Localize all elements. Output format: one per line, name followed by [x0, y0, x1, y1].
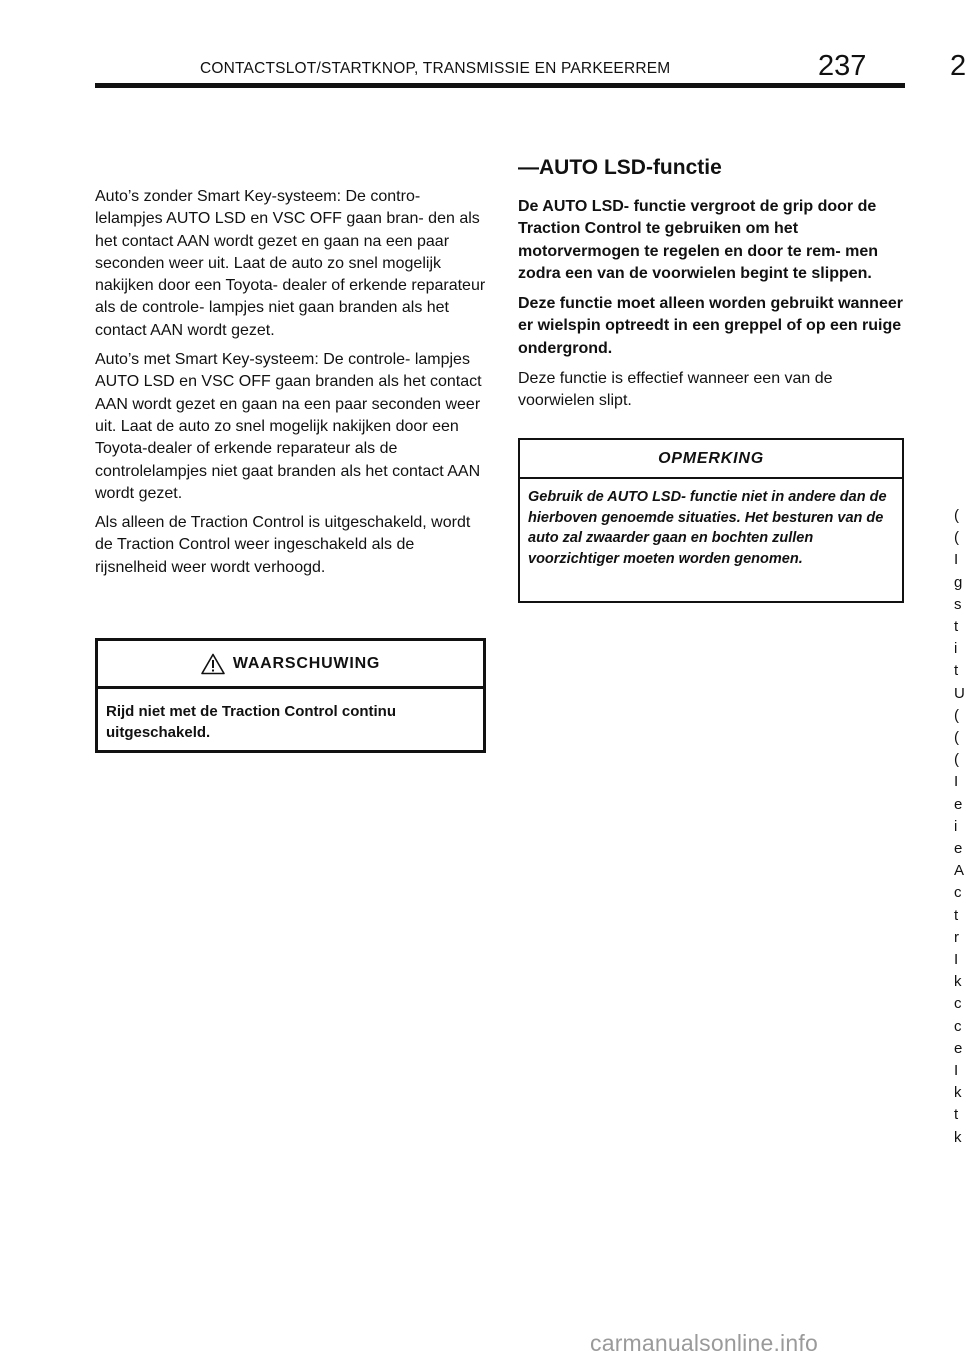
- edge-letter: k: [954, 1084, 962, 1102]
- edge-page-mark: 2: [950, 50, 966, 82]
- header-title: CONTACTSLOT/STARTKNOP, TRANSMISSIE EN PARKEERREM: [200, 60, 671, 77]
- edge-letter: I: [954, 551, 959, 569]
- paragraph-smart-key: Auto’s met Smart Key‑systeem: De controle‑ lampjes AUTO LSD en VSC OFF gaan branden als het contact AAN wordt gezet en gaan na een paar seconden weer uit. Laat de auto zo snel mogelijk nakijken door een Toyota‑dealer of erkende reparateur als de controlelampjes niet gaat branden als het contact AAN wordt gezet.: [95, 351, 482, 502]
- edge-letter: r: [954, 928, 959, 946]
- paragraph-effectiveness: Deze functie is effectief wanneer een van de voorwielen slipt.: [518, 370, 833, 410]
- bold-paragraph-usage: Deze functie moet alleen worden gebruikt wanneer er wielspin optreedt in een greppel of op een ruige ondergrond.: [518, 295, 903, 357]
- section-heading-auto-lsd: —AUTO LSD‑functie: [518, 156, 722, 179]
- left-column: [95, 186, 490, 586]
- right-column: [518, 150, 905, 420]
- edge-letter: (: [954, 729, 959, 747]
- edge-letter: e: [954, 795, 963, 813]
- edge-letter: (: [954, 529, 959, 547]
- edge-letter: i: [954, 640, 958, 658]
- edge-letter: c: [954, 884, 962, 902]
- edge-letter: I: [954, 951, 959, 969]
- edge-letter: A: [954, 862, 965, 880]
- edge-letter: t: [954, 906, 959, 924]
- edge-letter: g: [954, 573, 963, 591]
- edge-letter: t: [954, 662, 959, 680]
- edge-letter: I: [954, 773, 959, 791]
- note-body: Gebruik de AUTO LSD‑ functie niet in andere dan de hierboven genoemde situaties. Het besturen van de auto zal zwaarder gaan en bochten zullen voorzichtiger moeten worden genomen.: [528, 489, 887, 567]
- warning-box: [95, 638, 486, 753]
- edge-letter: k: [954, 973, 962, 991]
- bold-paragraph-auto-lsd-description: De AUTO LSD‑ functie vergroot de grip door de Traction Control te gebruiken om het motorvermogen te regelen en door te rem‑ men zodra een van de voorwielen begint te slippen.: [518, 198, 879, 282]
- edge-letter: e: [954, 1039, 963, 1057]
- note-box: [518, 438, 904, 603]
- edge-letter: c: [954, 1017, 962, 1035]
- warning-title: WAARSCHUWING: [232, 654, 381, 672]
- watermark-text: carmanualsonline.info: [590, 1330, 818, 1356]
- header-rule: [95, 83, 905, 88]
- edge-letter: (: [954, 706, 959, 724]
- edge-letter: c: [954, 995, 962, 1013]
- edge-letter: s: [954, 595, 962, 613]
- edge-letter: U: [954, 684, 965, 702]
- paragraph-no-smart-key: Auto’s zonder Smart Key‑systeem: De contro‑ lelampjes AUTO LSD en VSC OFF gaan bran‑ den als het contact AAN wordt gezet en gaan na een paar seconden weer uit. Laat de auto zo snel mogelijk nakijken door een Toyota‑ dealer of erkende reparateur als de controle‑ lampjes niet gaan branden als het contact AAN wordt gezet.: [95, 188, 486, 339]
- edge-letter: I: [954, 1062, 959, 1080]
- note-title: OPMERKING: [658, 449, 764, 467]
- warning-triangle-icon: [201, 653, 225, 675]
- edge-letter: t: [954, 618, 959, 636]
- edge-letter: (: [954, 507, 959, 524]
- edge-letter: k: [954, 1128, 962, 1146]
- note-header: [520, 440, 902, 479]
- edge-letter: i: [954, 817, 958, 835]
- paragraph-traction-control: Als alleen de Traction Control is uitgeschakeld, wordt de Traction Control weer ingeschakeld als de rijsnelheid weer wordt verhoogd.: [95, 514, 471, 576]
- edge-letter: (: [954, 751, 959, 769]
- warning-header: [98, 641, 483, 689]
- edge-letter: t: [954, 1106, 959, 1124]
- edge-letter: e: [954, 840, 963, 858]
- warning-body: Rijd niet met de Traction Control continu uitgeschakeld.: [106, 703, 397, 741]
- page-number: 237: [818, 50, 867, 82]
- edge-column-letters: [954, 505, 965, 1149]
